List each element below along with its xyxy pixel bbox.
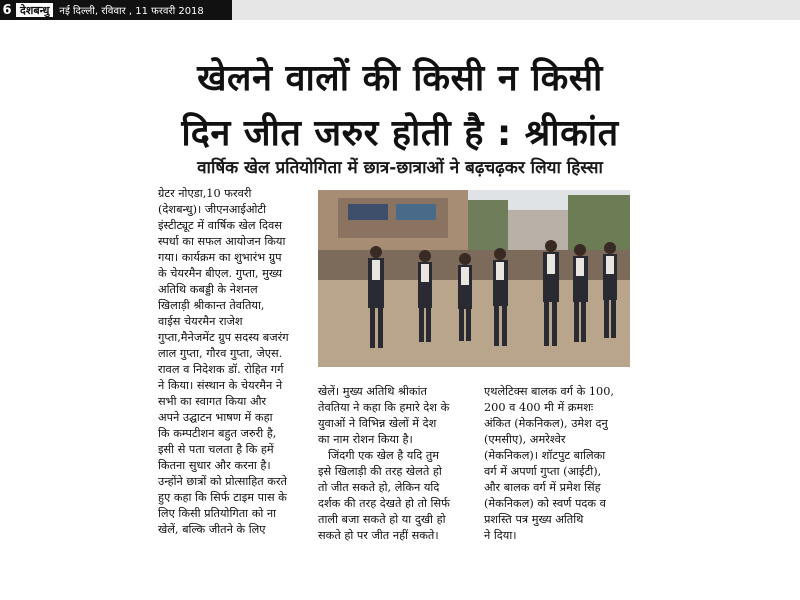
col1-line: ने किया। संस्थान के चेयरमैन ने [158, 379, 283, 392]
article-column-2 [318, 384, 468, 544]
col2-line: खेलें। मुख्य अतिथि श्रीकांत [318, 385, 427, 398]
col1-line: गया। कार्यक्रम का शुभारंभ ग्रुप [158, 251, 282, 264]
masthead-bar [0, 0, 232, 20]
subheadline: वार्षिक खेल प्रतियोगिता में छात्र-छात्राओं ने बढ़चढ़कर लिया हिस्सा [197, 158, 603, 178]
col2-line: जिंदगी एक खेल है यदि तुम [328, 449, 440, 462]
col2-line: का नाम रोशन किया है। [318, 433, 413, 446]
col3-line: वर्ग में अपर्णा गुप्ता (आईटी), [484, 465, 602, 478]
col3-line: एथलेटिक्स बालक वर्ग के 100, [484, 385, 615, 398]
col1-line: खिलाड़ी श्रीकान्त तेवतिया, [158, 299, 265, 312]
article-column-1 [158, 186, 304, 538]
col3-line: (मेकनिकल) को स्वर्ण पदक व [484, 497, 606, 510]
col3-line: (एमसीए), अमरेश्वेर [484, 433, 566, 446]
parade-photo-illustration [318, 190, 630, 367]
page-number: 6 [2, 2, 12, 18]
col3-line: प्रशस्ति पत्र मुख्य अतिथि [484, 513, 584, 526]
col1-line: लाल गुप्ता, गौरव गुप्ता, जेएस. [158, 347, 283, 360]
headline-line-2: दिन जीत जरुर होती है : श्रीकांत [181, 113, 619, 154]
col1-line: इसी से पता चलता है कि हमें [158, 443, 274, 456]
col3-line: अंकित (मेकनिकल), उमेश दनु [484, 417, 608, 430]
col1-line: हुए कहा कि सिर्फ टाइम पास के [158, 491, 287, 504]
col2-line: ताली बजा सकते हो या दुखी हो [318, 513, 446, 526]
col1-line: उन्होंने छात्रों को प्रोत्साहित करते [158, 475, 287, 488]
col1-line: लिए किसी प्रतियोगिता को ना [158, 507, 277, 520]
col1-line: स्पर्धा का सफल आयोजन किया [158, 235, 286, 248]
col1-line: कितना सुधार और करना है। [158, 459, 271, 472]
col1-line: रावल व निदेशक डॉ. रोहित गर्ग [158, 363, 284, 376]
col2-line: सकते हो पर जीत नहीं सकते। [318, 529, 439, 542]
dateline: नई दिल्ली, रविवार , 11 फरवरी 2018 [59, 6, 204, 17]
col1-line: अपने उद्घाटन भाषण में कहा [158, 411, 273, 424]
col3-line: और बालक वर्ग में प्रमेश सिंह [484, 481, 601, 494]
col2-line: इसे खिलाड़ी की तरह खेलते हो [318, 465, 442, 478]
col1-line: वाईस चेयरमैन राजेश [158, 315, 243, 328]
newspaper-logo: देशबन्धु [16, 3, 53, 17]
article-column-3 [484, 384, 632, 544]
event-photo [318, 190, 630, 367]
col3-line: (मेकनिकल)। शॉटपुट बालिका [484, 449, 606, 462]
col1-line: सभी का स्वागत किया और [158, 395, 267, 408]
col2-line: युवाओं ने विभिन्न खेलों में देश [318, 417, 437, 430]
col1-line: कि कम्पटीशन बहुत जरुरी है, [158, 427, 277, 440]
masthead [0, 0, 800, 20]
headline-line-1: खेलने वालों की किसी न किसी [197, 58, 603, 99]
col1-line: गुप्ता,मैनेजमेंट ग्रुप सदस्य बजरंग [158, 331, 289, 344]
col1-line: अतिथि कबड्डी के नेशनल [158, 283, 258, 296]
col1-line: खेलें, बल्कि जीतने के लिए [158, 523, 266, 536]
col2-line: दर्शक की तरह देखते हो तो सिर्फ [318, 497, 450, 510]
col2-line: तेवतिया ने कहा कि हमारे देश के [318, 401, 450, 414]
col1-line: ग्रेटर नोएडा,10 फरवरी [158, 187, 252, 200]
col1-line: के चेयरमैन बीएल. गुप्ता, मुख्य [158, 267, 282, 280]
col2-line: तो जीत सकते हो, लेकिन यदि [318, 481, 440, 494]
col3-line: 200 व 400 मी में क्रमशः [484, 401, 594, 414]
col1-line: इंस्टीट्यूट में वार्षिक खेल दिवस [158, 219, 282, 232]
col3-line: ने दिया। [484, 529, 517, 542]
col1-line: (देशबन्धु)। जीएनआईओटी [158, 203, 266, 216]
